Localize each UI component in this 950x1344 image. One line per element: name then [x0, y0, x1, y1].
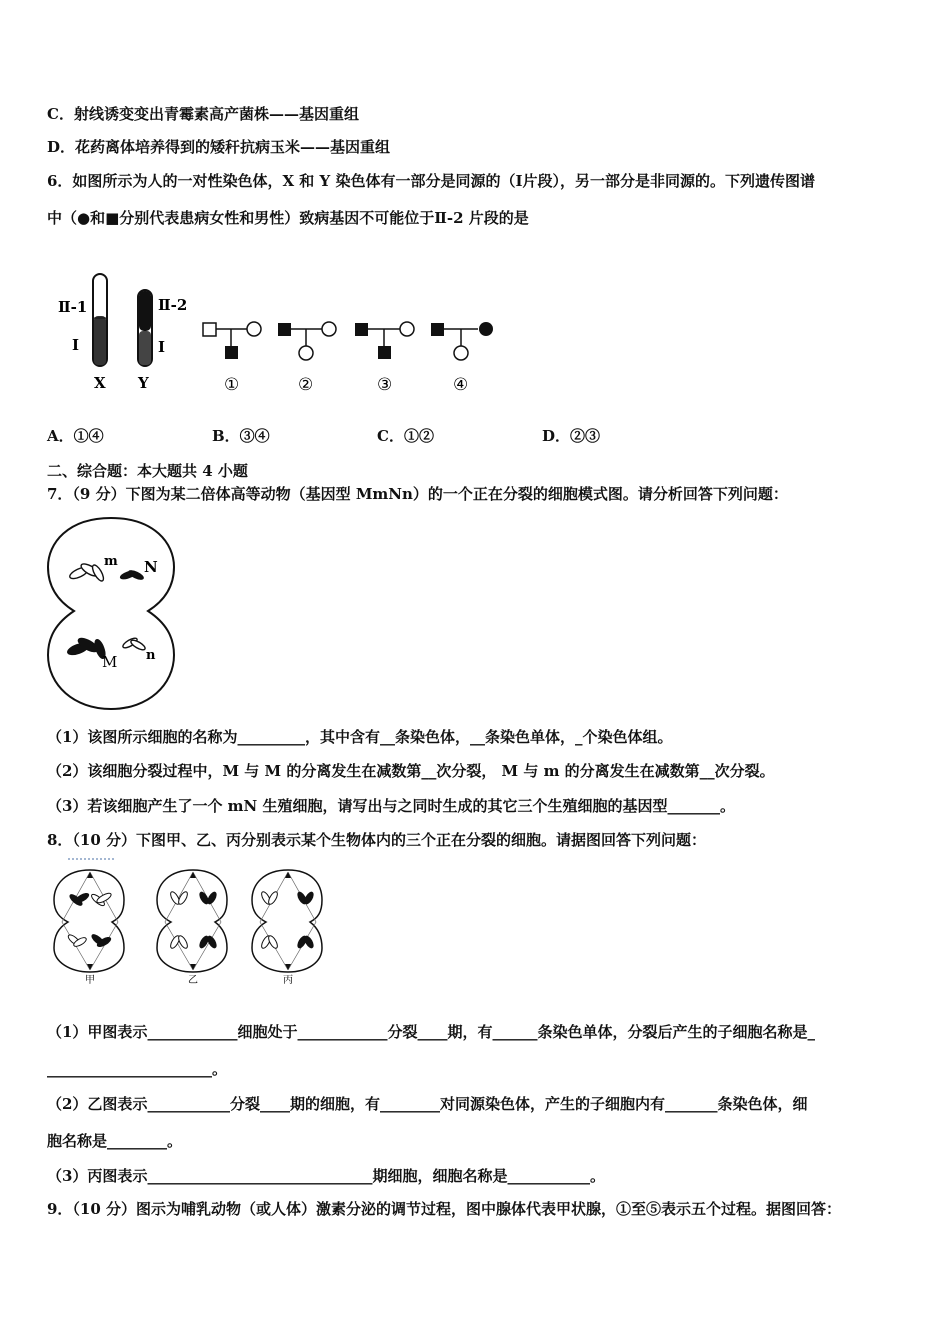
pedigree-4-label: ④	[453, 375, 469, 392]
q7-part3: （3）若该细胞产生了一个 mN 生殖细胞，请写出与之同时生成的其它三个生殖细胞的基因型_______。	[47, 797, 735, 815]
pedigree-4	[431, 322, 493, 360]
q8-part1: （1）甲图表示____________细胞处于____________分裂____期，有______条染色单体，分裂后产生的子细胞名称是_	[47, 1023, 815, 1041]
option-c: C．射线诱变变出青霉素高产菌株——基因重组	[47, 105, 359, 123]
pedigree-3-label: ③	[377, 375, 393, 392]
cell-yi	[157, 870, 227, 972]
pedigree-2-label: ②	[298, 375, 314, 392]
x-segment-bottom-label: Ⅰ	[72, 336, 80, 354]
gene-M-label: M	[102, 653, 118, 671]
x-label: X	[94, 374, 106, 392]
cell-yi-label: 乙	[188, 975, 198, 986]
question-8-stem: 8．（10 分）下图甲、乙、丙分别表示某个生物体内的三个正在分裂的细胞。请据图回答下列问题：	[47, 831, 707, 849]
q6-option-a[interactable]: A．①④	[47, 427, 104, 445]
section-2-heading: 二、综合题：本大题共 4 小题	[47, 462, 248, 480]
y-segment-top-label: Ⅱ-2	[158, 296, 188, 314]
q8-part3: （3）丙图表示______________________________期细胞，细胞名称是___________。	[47, 1167, 605, 1185]
question-6-stem-line2: 中（●和■分别代表患病女性和男性）致病基因不可能位于Ⅱ-2 片段的是	[47, 209, 529, 227]
question-9-stem: 9．（10 分）图示为哺乳动物（或人体）激素分泌的调节过程，图中腺体代表甲状腺，①至⑤表示五个过程。据图回答：	[47, 1200, 842, 1218]
y-label: Y	[138, 374, 149, 392]
q8-part2-cont: 胞名称是________。	[47, 1132, 183, 1150]
q7-part1: （1）该图所示细胞的名称为_________，其中含有__条染色体，__条染色单体，_个染色体组。	[47, 728, 673, 746]
gene-m-label: m	[104, 554, 118, 569]
gene-n-label: n	[146, 648, 156, 663]
x-chromosome	[93, 274, 107, 366]
question-6-stem-line1: 6．如图所示为人的一对性染色体，X 和 Y 染色体有一部分是同源的（Ⅰ片段），另一部分是非同源的。下列遗传图谱	[47, 172, 815, 190]
cell-jia	[54, 870, 124, 972]
gene-N-label: N	[144, 558, 158, 576]
q6-option-c[interactable]: C．①②	[377, 427, 434, 445]
cell-jia-label: 甲	[85, 975, 95, 986]
x-segment-top-label: Ⅱ-1	[58, 298, 88, 316]
y-chromosome	[138, 290, 152, 366]
y-segment-bottom-label: Ⅰ	[158, 338, 166, 356]
cell-bing-label: 丙	[283, 975, 293, 986]
figure-8	[48, 852, 338, 987]
figure-7-cell	[46, 515, 176, 711]
q8-part1-cont: ______________________。	[47, 1060, 228, 1078]
question-7-stem: 7．（9 分）下图为某二倍体高等动物（基因型 MmNn）的一个正在分裂的细胞模式图。请分析回答下列问题：	[47, 485, 788, 503]
q8-part2: （2）乙图表示___________分裂____期的细胞，有________对同源染色体，产生的子细胞内有_______条染色体，细	[47, 1095, 808, 1113]
q6-option-b[interactable]: B．③④	[212, 427, 270, 445]
cell-bing	[252, 870, 322, 972]
pedigree-1-label: ①	[224, 375, 240, 392]
pedigree-3	[355, 322, 414, 359]
figure-6	[50, 272, 510, 392]
pedigree-1	[203, 322, 261, 359]
q7-part2: （2）该细胞分裂过程中，M 与 M 的分离发生在减数第__次分裂， M 与 m 的分离发生在减数第__次分裂。	[47, 762, 775, 780]
pedigree-2	[278, 322, 336, 360]
option-d: D．花药离体培养得到的矮秆抗病玉米——基因重组	[47, 138, 391, 156]
q6-option-d[interactable]: D．②③	[542, 427, 601, 445]
